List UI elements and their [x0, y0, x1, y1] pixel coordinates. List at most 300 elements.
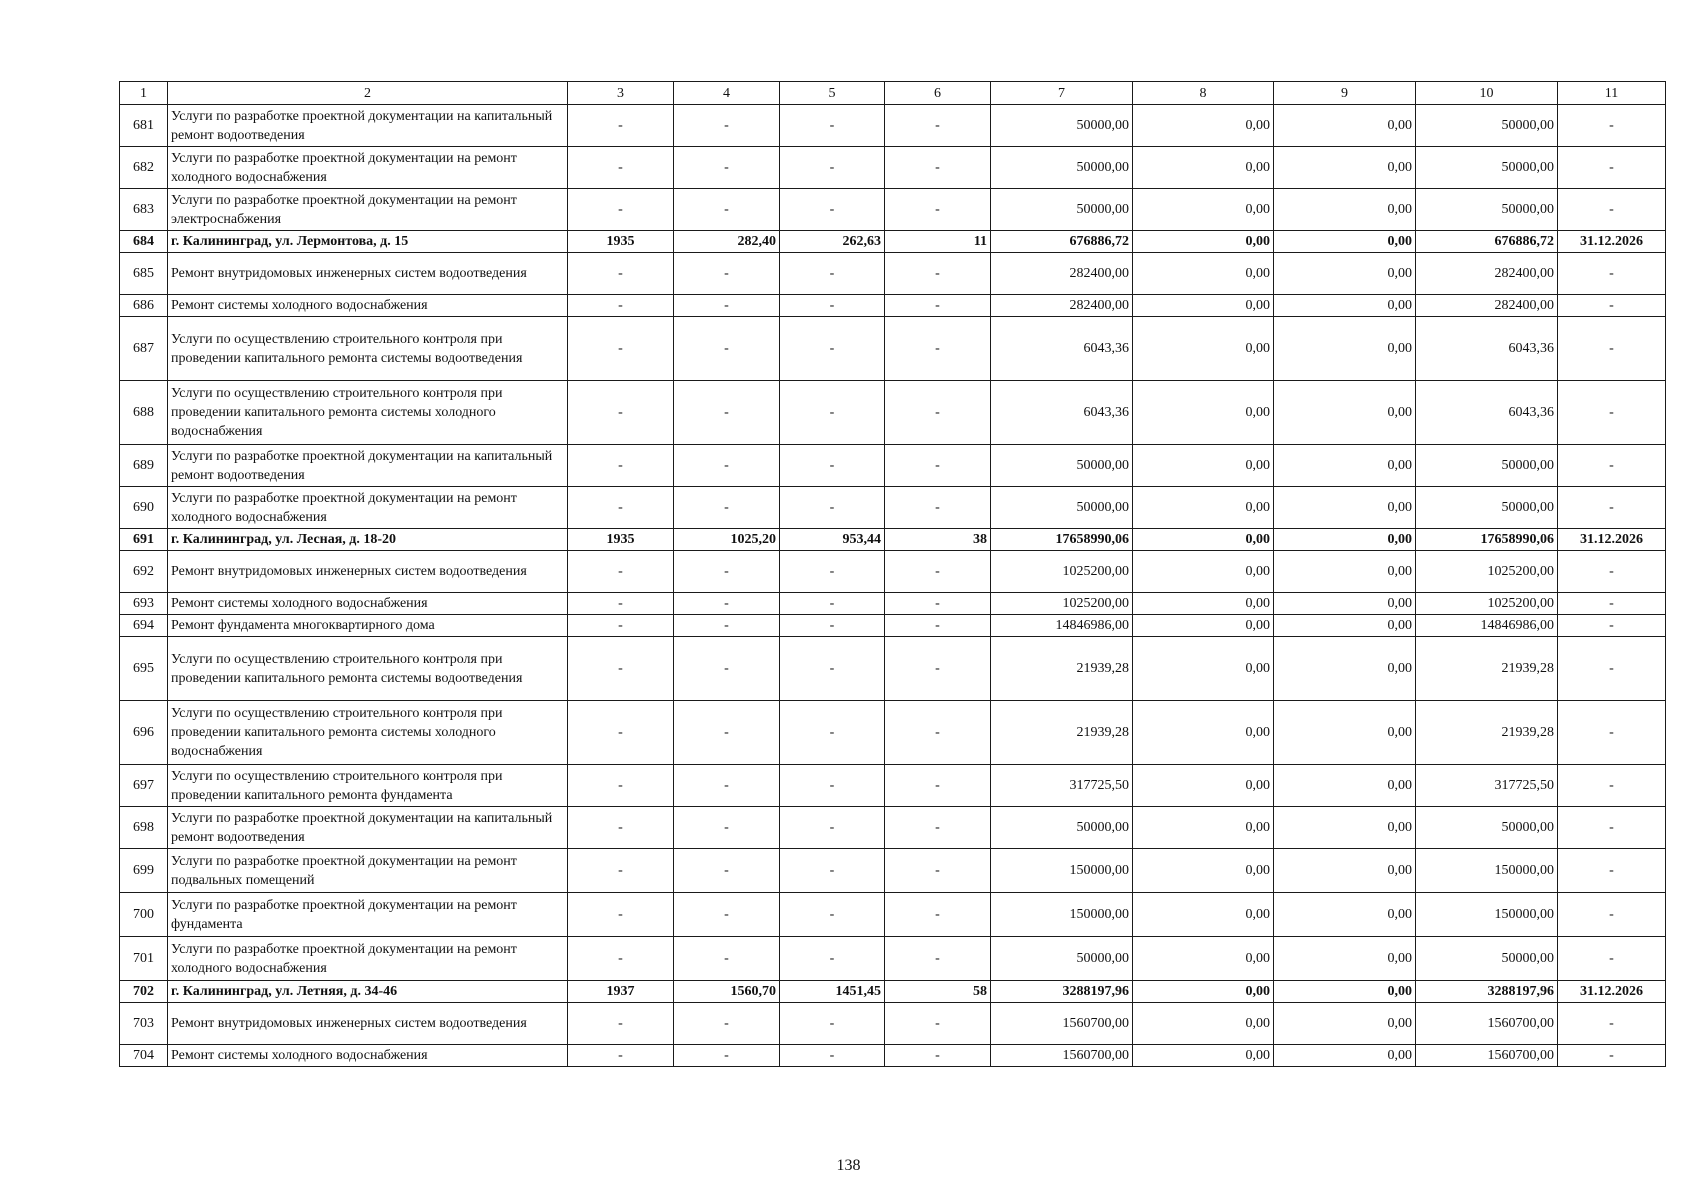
fund-b-cell: 0,00	[1274, 849, 1416, 893]
total-area-cell: -	[674, 807, 780, 849]
living-area-cell: -	[780, 317, 885, 381]
work-item-row	[120, 893, 1666, 937]
fund-a-cell: 0,00	[1133, 615, 1274, 637]
column-number-header: 8	[1133, 82, 1274, 105]
row-number-cell: 701	[120, 937, 168, 981]
deadline-cell: -	[1558, 445, 1666, 487]
column-number-header: 5	[780, 82, 885, 105]
owner-funds-cell: 676886,72	[1416, 231, 1558, 253]
residents-cell: -	[885, 487, 991, 529]
living-area-cell: 953,44	[780, 529, 885, 551]
total-area-cell: -	[674, 1003, 780, 1045]
owner-funds-cell: 6043,36	[1416, 317, 1558, 381]
owner-funds-cell: 3288197,96	[1416, 981, 1558, 1003]
fund-a-cell: 0,00	[1133, 893, 1274, 937]
living-area-cell: -	[780, 701, 885, 765]
build-year-cell: -	[568, 937, 674, 981]
residents-cell: -	[885, 807, 991, 849]
total-area-cell: -	[674, 1045, 780, 1067]
owner-funds-cell: 17658990,06	[1416, 529, 1558, 551]
residents-cell: -	[885, 551, 991, 593]
column-number-header: 2	[168, 82, 568, 105]
deadline-cell: -	[1558, 1003, 1666, 1045]
deadline-cell: 31.12.2026	[1558, 231, 1666, 253]
fund-b-cell: 0,00	[1274, 615, 1416, 637]
deadline-cell: 31.12.2026	[1558, 981, 1666, 1003]
total-cost-cell: 50000,00	[991, 487, 1133, 529]
build-year-cell: -	[568, 253, 674, 295]
owner-funds-cell: 282400,00	[1416, 253, 1558, 295]
column-number-header: 7	[991, 82, 1133, 105]
deadline-cell: -	[1558, 701, 1666, 765]
item-name-cell: Услуги по разработке проектной документации на ремонт электроснабжения	[168, 189, 568, 231]
build-year-cell: -	[568, 615, 674, 637]
fund-a-cell: 0,00	[1133, 593, 1274, 615]
build-year-cell: -	[568, 147, 674, 189]
total-area-cell: -	[674, 593, 780, 615]
fund-a-cell: 0,00	[1133, 253, 1274, 295]
living-area-cell: -	[780, 893, 885, 937]
deadline-cell: -	[1558, 1045, 1666, 1067]
residents-cell: -	[885, 765, 991, 807]
fund-b-cell: 0,00	[1274, 105, 1416, 147]
total-area-cell: -	[674, 317, 780, 381]
build-year-cell: -	[568, 807, 674, 849]
column-number-header: 1	[120, 82, 168, 105]
column-number-header: 6	[885, 82, 991, 105]
row-number-cell: 689	[120, 445, 168, 487]
row-number-cell: 695	[120, 637, 168, 701]
item-name-cell: Ремонт фундамента многоквартирного дома	[168, 615, 568, 637]
living-area-cell: -	[780, 105, 885, 147]
deadline-cell: -	[1558, 487, 1666, 529]
work-item-row	[120, 765, 1666, 807]
item-name-cell: г. Калининград, ул. Лермонтова, д. 15	[168, 231, 568, 253]
owner-funds-cell: 317725,50	[1416, 765, 1558, 807]
build-year-cell: -	[568, 849, 674, 893]
column-number-header: 9	[1274, 82, 1416, 105]
total-cost-cell: 1025200,00	[991, 551, 1133, 593]
deadline-cell: -	[1558, 937, 1666, 981]
fund-b-cell: 0,00	[1274, 765, 1416, 807]
total-area-cell: -	[674, 487, 780, 529]
residents-cell: 38	[885, 529, 991, 551]
build-year-cell: 1937	[568, 981, 674, 1003]
build-year-cell: -	[568, 317, 674, 381]
row-number-cell: 690	[120, 487, 168, 529]
total-area-cell: -	[674, 849, 780, 893]
owner-funds-cell: 6043,36	[1416, 381, 1558, 445]
fund-b-cell: 0,00	[1274, 893, 1416, 937]
work-item-row	[120, 381, 1666, 445]
row-number-cell: 700	[120, 893, 168, 937]
living-area-cell: -	[780, 253, 885, 295]
work-item-row	[120, 317, 1666, 381]
living-area-cell: -	[780, 551, 885, 593]
row-number-cell: 693	[120, 593, 168, 615]
owner-funds-cell: 1025200,00	[1416, 593, 1558, 615]
total-cost-cell: 676886,72	[991, 231, 1133, 253]
residents-cell: -	[885, 637, 991, 701]
work-item-row	[120, 849, 1666, 893]
fund-b-cell: 0,00	[1274, 529, 1416, 551]
living-area-cell: -	[780, 807, 885, 849]
row-number-cell: 696	[120, 701, 168, 765]
living-area-cell: -	[780, 381, 885, 445]
owner-funds-cell: 50000,00	[1416, 487, 1558, 529]
work-item-row	[120, 807, 1666, 849]
total-area-cell: -	[674, 381, 780, 445]
work-item-row	[120, 593, 1666, 615]
residents-cell: -	[885, 1045, 991, 1067]
work-item-row	[120, 147, 1666, 189]
owner-funds-cell: 50000,00	[1416, 807, 1558, 849]
fund-b-cell: 0,00	[1274, 147, 1416, 189]
total-cost-cell: 14846986,00	[991, 615, 1133, 637]
row-number-cell: 704	[120, 1045, 168, 1067]
work-item-row	[120, 487, 1666, 529]
deadline-cell: -	[1558, 615, 1666, 637]
fund-a-cell: 0,00	[1133, 445, 1274, 487]
living-area-cell: -	[780, 445, 885, 487]
owner-funds-cell: 50000,00	[1416, 105, 1558, 147]
total-cost-cell: 6043,36	[991, 381, 1133, 445]
total-area-cell: -	[674, 615, 780, 637]
work-item-row	[120, 189, 1666, 231]
row-number-cell: 697	[120, 765, 168, 807]
total-area-cell: 1025,20	[674, 529, 780, 551]
residents-cell: -	[885, 937, 991, 981]
item-name-cell: г. Калининград, ул. Лесная, д. 18-20	[168, 529, 568, 551]
row-number-cell: 682	[120, 147, 168, 189]
fund-b-cell: 0,00	[1274, 593, 1416, 615]
total-area-cell: -	[674, 147, 780, 189]
deadline-cell: -	[1558, 893, 1666, 937]
work-item-row	[120, 701, 1666, 765]
total-cost-cell: 282400,00	[991, 295, 1133, 317]
fund-a-cell: 0,00	[1133, 807, 1274, 849]
residents-cell: 58	[885, 981, 991, 1003]
residents-cell: -	[885, 701, 991, 765]
row-number-cell: 691	[120, 529, 168, 551]
build-year-cell: 1935	[568, 231, 674, 253]
fund-a-cell: 0,00	[1133, 147, 1274, 189]
build-year-cell: -	[568, 1045, 674, 1067]
total-cost-cell: 1560700,00	[991, 1003, 1133, 1045]
item-name-cell: Ремонт внутридомовых инженерных систем водоотведения	[168, 1003, 568, 1045]
item-name-cell: Услуги по осуществлению строительного контроля при проведении капитального ремонта системы холодного водоснабжения	[168, 701, 568, 765]
total-cost-cell: 6043,36	[991, 317, 1133, 381]
total-cost-cell: 317725,50	[991, 765, 1133, 807]
row-number-cell: 692	[120, 551, 168, 593]
residents-cell: -	[885, 445, 991, 487]
row-number-cell: 703	[120, 1003, 168, 1045]
total-area-cell: -	[674, 189, 780, 231]
work-item-row	[120, 1003, 1666, 1045]
work-item-row	[120, 253, 1666, 295]
build-year-cell: -	[568, 893, 674, 937]
total-cost-cell: 1025200,00	[991, 593, 1133, 615]
owner-funds-cell: 1560700,00	[1416, 1045, 1558, 1067]
residents-cell: -	[885, 189, 991, 231]
fund-b-cell: 0,00	[1274, 445, 1416, 487]
fund-a-cell: 0,00	[1133, 937, 1274, 981]
living-area-cell: -	[780, 189, 885, 231]
total-area-cell: -	[674, 105, 780, 147]
total-cost-cell: 150000,00	[991, 893, 1133, 937]
owner-funds-cell: 21939,28	[1416, 701, 1558, 765]
fund-a-cell: 0,00	[1133, 765, 1274, 807]
living-area-cell: -	[780, 147, 885, 189]
owner-funds-cell: 50000,00	[1416, 189, 1558, 231]
work-item-row	[120, 445, 1666, 487]
residents-cell: -	[885, 317, 991, 381]
fund-b-cell: 0,00	[1274, 1003, 1416, 1045]
fund-b-cell: 0,00	[1274, 551, 1416, 593]
page-number: 138	[836, 1157, 861, 1174]
total-area-cell: -	[674, 701, 780, 765]
row-number-cell: 698	[120, 807, 168, 849]
owner-funds-cell: 282400,00	[1416, 295, 1558, 317]
item-name-cell: Ремонт системы холодного водоснабжения	[168, 593, 568, 615]
work-item-row	[120, 1045, 1666, 1067]
item-name-cell: Ремонт системы холодного водоснабжения	[168, 1045, 568, 1067]
owner-funds-cell: 21939,28	[1416, 637, 1558, 701]
row-number-cell: 688	[120, 381, 168, 445]
row-number-cell: 685	[120, 253, 168, 295]
item-name-cell: Услуги по осуществлению строительного контроля при проведении капитального ремонта фундамента	[168, 765, 568, 807]
fund-a-cell: 0,00	[1133, 295, 1274, 317]
owner-funds-cell: 1560700,00	[1416, 1003, 1558, 1045]
fund-b-cell: 0,00	[1274, 231, 1416, 253]
owner-funds-cell: 150000,00	[1416, 893, 1558, 937]
fund-a-cell: 0,00	[1133, 231, 1274, 253]
fund-b-cell: 0,00	[1274, 1045, 1416, 1067]
fund-b-cell: 0,00	[1274, 487, 1416, 529]
address-row	[120, 529, 1666, 551]
item-name-cell: Услуги по разработке проектной документации на капитальный ремонт водоотведения	[168, 807, 568, 849]
work-item-row	[120, 615, 1666, 637]
item-name-cell: Услуги по осуществлению строительного контроля при проведении капитального ремонта системы водоотведения	[168, 317, 568, 381]
residents-cell: -	[885, 593, 991, 615]
row-number-cell: 681	[120, 105, 168, 147]
owner-funds-cell: 50000,00	[1416, 147, 1558, 189]
total-cost-cell: 21939,28	[991, 701, 1133, 765]
item-name-cell: Услуги по разработке проектной документации на ремонт фундамента	[168, 893, 568, 937]
living-area-cell: -	[780, 1045, 885, 1067]
living-area-cell: -	[780, 295, 885, 317]
deadline-cell: -	[1558, 381, 1666, 445]
fund-a-cell: 0,00	[1133, 487, 1274, 529]
living-area-cell: -	[780, 1003, 885, 1045]
fund-a-cell: 0,00	[1133, 637, 1274, 701]
column-number-header: 4	[674, 82, 780, 105]
total-area-cell: -	[674, 765, 780, 807]
owner-funds-cell: 50000,00	[1416, 445, 1558, 487]
build-year-cell: -	[568, 445, 674, 487]
deadline-cell: -	[1558, 295, 1666, 317]
total-cost-cell: 21939,28	[991, 637, 1133, 701]
row-number-cell: 684	[120, 231, 168, 253]
total-cost-cell: 50000,00	[991, 937, 1133, 981]
total-area-cell: -	[674, 253, 780, 295]
living-area-cell: -	[780, 487, 885, 529]
total-area-cell: -	[674, 295, 780, 317]
build-year-cell: -	[568, 637, 674, 701]
column-number-header: 11	[1558, 82, 1666, 105]
build-year-cell: -	[568, 105, 674, 147]
fund-a-cell: 0,00	[1133, 551, 1274, 593]
fund-a-cell: 0,00	[1133, 1003, 1274, 1045]
total-cost-cell: 50000,00	[991, 189, 1133, 231]
living-area-cell: -	[780, 593, 885, 615]
column-number-header-row	[120, 82, 1666, 105]
item-name-cell: Услуги по осуществлению строительного контроля при проведении капитального ремонта системы холодного водоснабжения	[168, 381, 568, 445]
residents-cell: -	[885, 147, 991, 189]
item-name-cell: Ремонт системы холодного водоснабжения	[168, 295, 568, 317]
build-year-cell: -	[568, 487, 674, 529]
work-item-row	[120, 295, 1666, 317]
deadline-cell: 31.12.2026	[1558, 529, 1666, 551]
item-name-cell: Услуги по разработке проектной документации на капитальный ремонт водоотведения	[168, 445, 568, 487]
residents-cell: -	[885, 615, 991, 637]
fund-a-cell: 0,00	[1133, 981, 1274, 1003]
work-item-row	[120, 105, 1666, 147]
build-year-cell: -	[568, 381, 674, 445]
residents-cell: -	[885, 849, 991, 893]
total-area-cell: -	[674, 937, 780, 981]
fund-b-cell: 0,00	[1274, 637, 1416, 701]
deadline-cell: -	[1558, 849, 1666, 893]
fund-a-cell: 0,00	[1133, 317, 1274, 381]
fund-b-cell: 0,00	[1274, 253, 1416, 295]
total-cost-cell: 50000,00	[991, 807, 1133, 849]
fund-b-cell: 0,00	[1274, 189, 1416, 231]
row-number-cell: 686	[120, 295, 168, 317]
total-cost-cell: 3288197,96	[991, 981, 1133, 1003]
living-area-cell: -	[780, 765, 885, 807]
total-cost-cell: 17658990,06	[991, 529, 1133, 551]
deadline-cell: -	[1558, 765, 1666, 807]
fund-b-cell: 0,00	[1274, 317, 1416, 381]
build-year-cell: 1935	[568, 529, 674, 551]
total-area-cell: -	[674, 893, 780, 937]
owner-funds-cell: 14846986,00	[1416, 615, 1558, 637]
total-cost-cell: 150000,00	[991, 849, 1133, 893]
deadline-cell: -	[1558, 189, 1666, 231]
living-area-cell: -	[780, 937, 885, 981]
total-cost-cell: 50000,00	[991, 147, 1133, 189]
living-area-cell: -	[780, 849, 885, 893]
row-number-cell: 702	[120, 981, 168, 1003]
item-name-cell: Услуги по осуществлению строительного контроля при проведении капитального ремонта системы водоотведения	[168, 637, 568, 701]
residents-cell: -	[885, 1003, 991, 1045]
item-name-cell: Ремонт внутридомовых инженерных систем водоотведения	[168, 253, 568, 295]
build-year-cell: -	[568, 701, 674, 765]
fund-b-cell: 0,00	[1274, 701, 1416, 765]
column-number-header: 3	[568, 82, 674, 105]
address-row	[120, 231, 1666, 253]
total-cost-cell: 50000,00	[991, 445, 1133, 487]
build-year-cell: -	[568, 1003, 674, 1045]
residents-cell: -	[885, 105, 991, 147]
build-year-cell: -	[568, 765, 674, 807]
fund-a-cell: 0,00	[1133, 1045, 1274, 1067]
fund-b-cell: 0,00	[1274, 981, 1416, 1003]
item-name-cell: Услуги по разработке проектной документации на ремонт холодного водоснабжения	[168, 487, 568, 529]
build-year-cell: -	[568, 295, 674, 317]
work-item-row	[120, 637, 1666, 701]
row-number-cell: 694	[120, 615, 168, 637]
residents-cell: -	[885, 253, 991, 295]
deadline-cell: -	[1558, 807, 1666, 849]
fund-a-cell: 0,00	[1133, 701, 1274, 765]
item-name-cell: Услуги по разработке проектной документации на ремонт холодного водоснабжения	[168, 937, 568, 981]
work-item-row	[120, 551, 1666, 593]
address-row	[120, 981, 1666, 1003]
residents-cell: 11	[885, 231, 991, 253]
deadline-cell: -	[1558, 317, 1666, 381]
capital-repair-table	[119, 81, 1666, 1067]
work-item-row	[120, 937, 1666, 981]
item-name-cell: Услуги по разработке проектной документации на ремонт холодного водоснабжения	[168, 147, 568, 189]
item-name-cell: Услуги по разработке проектной документации на капитальный ремонт водоотведения	[168, 105, 568, 147]
column-number-header: 10	[1416, 82, 1558, 105]
fund-b-cell: 0,00	[1274, 381, 1416, 445]
total-cost-cell: 50000,00	[991, 105, 1133, 147]
row-number-cell: 683	[120, 189, 168, 231]
total-area-cell: -	[674, 551, 780, 593]
table-body	[120, 82, 1666, 1067]
item-name-cell: Ремонт внутридомовых инженерных систем водоотведения	[168, 551, 568, 593]
fund-a-cell: 0,00	[1133, 849, 1274, 893]
total-area-cell: -	[674, 445, 780, 487]
row-number-cell: 699	[120, 849, 168, 893]
total-cost-cell: 1560700,00	[991, 1045, 1133, 1067]
living-area-cell: 1451,45	[780, 981, 885, 1003]
owner-funds-cell: 150000,00	[1416, 849, 1558, 893]
fund-b-cell: 0,00	[1274, 295, 1416, 317]
deadline-cell: -	[1558, 637, 1666, 701]
row-number-cell: 687	[120, 317, 168, 381]
total-cost-cell: 282400,00	[991, 253, 1133, 295]
fund-a-cell: 0,00	[1133, 381, 1274, 445]
build-year-cell: -	[568, 189, 674, 231]
total-area-cell: -	[674, 637, 780, 701]
total-area-cell: 282,40	[674, 231, 780, 253]
total-area-cell: 1560,70	[674, 981, 780, 1003]
deadline-cell: -	[1558, 147, 1666, 189]
fund-a-cell: 0,00	[1133, 189, 1274, 231]
owner-funds-cell: 50000,00	[1416, 937, 1558, 981]
residents-cell: -	[885, 295, 991, 317]
fund-a-cell: 0,00	[1133, 105, 1274, 147]
residents-cell: -	[885, 893, 991, 937]
build-year-cell: -	[568, 551, 674, 593]
deadline-cell: -	[1558, 593, 1666, 615]
deadline-cell: -	[1558, 253, 1666, 295]
fund-a-cell: 0,00	[1133, 529, 1274, 551]
living-area-cell: -	[780, 615, 885, 637]
deadline-cell: -	[1558, 105, 1666, 147]
deadline-cell: -	[1558, 551, 1666, 593]
item-name-cell: г. Калининград, ул. Летняя, д. 34-46	[168, 981, 568, 1003]
residents-cell: -	[885, 381, 991, 445]
owner-funds-cell: 1025200,00	[1416, 551, 1558, 593]
fund-b-cell: 0,00	[1274, 807, 1416, 849]
item-name-cell: Услуги по разработке проектной документации на ремонт подвальных помещений	[168, 849, 568, 893]
fund-b-cell: 0,00	[1274, 937, 1416, 981]
